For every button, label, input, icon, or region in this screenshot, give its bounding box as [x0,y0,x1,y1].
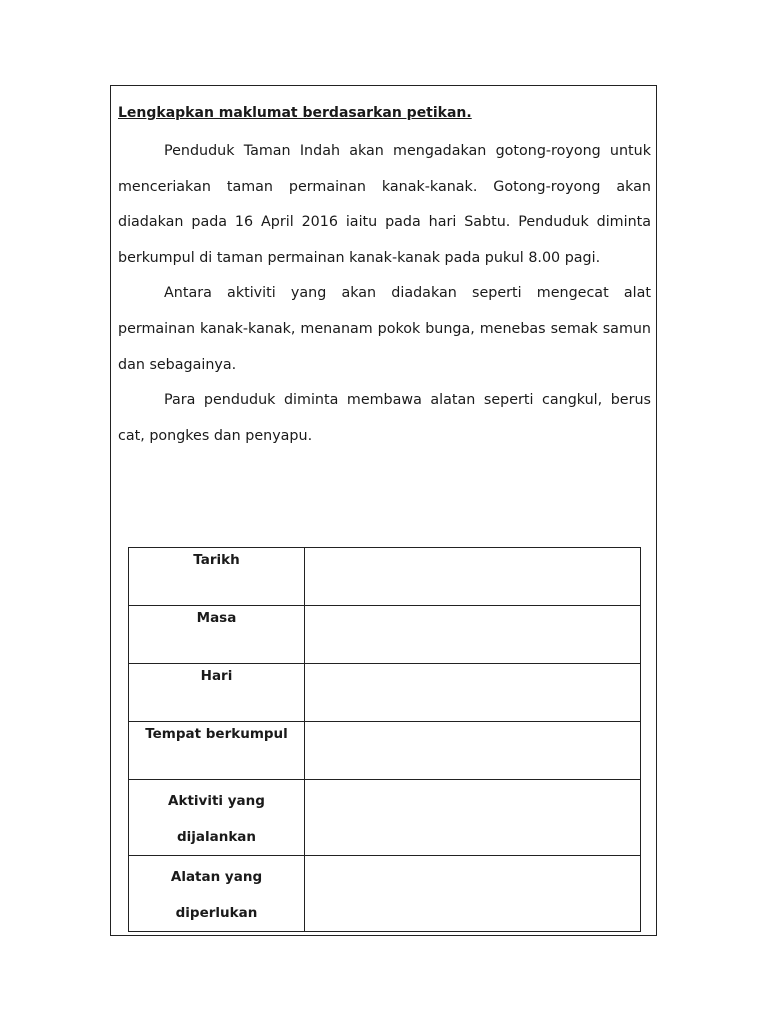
passage-paragraph-1: Penduduk Taman Indah akan mengadakan gotong-royong untuk menceriakan taman permainan kanak-kanak. Gotong-royong akan diadakan pada 16 April 2016 iaitu pada hari Sabtu. Penduduk diminta berkumpul di taman permainan kanak-kanak pada pukul 8.00 pagi. [118,143,651,266]
table-row-tempat [129,722,641,780]
row-label-aktiviti-line-2: dijalankan [176,829,257,845]
worksheet-frame [110,85,657,936]
row-label-masa: Masa [129,606,305,664]
passage [118,134,651,454]
answer-cell-tarikh[interactable] [305,548,641,606]
row-label-aktiviti-line-1: Aktiviti yang [168,793,265,809]
table-row-hari [129,664,641,722]
table-row-masa [129,606,641,664]
answer-cell-masa[interactable] [305,606,641,664]
answer-cell-alatan[interactable] [305,856,641,932]
row-label-hari: Hari [129,664,305,722]
row-label-aktiviti [129,780,305,856]
row-label-alatan-line-2: diperlukan [175,905,258,921]
passage-paragraph-3: Para penduduk diminta membawa alatan seperti cangkul, berus cat, pongkes dan penyapu. [118,392,651,444]
row-label-tarikh: Tarikh [129,548,305,606]
row-label-alatan-line-1: Alatan yang [170,869,263,885]
answer-cell-hari[interactable] [305,664,641,722]
passage-paragraph-2: Antara aktiviti yang akan diadakan seperti mengecat alat permainan kanak-kanak, menanam pokok bunga, menebas semak samun dan sebagainya. [118,285,651,373]
answer-cell-tempat[interactable] [305,722,641,780]
instruction-heading: Lengkapkan maklumat berdasarkan petikan. [118,105,472,121]
table-row-aktiviti [129,780,641,856]
answer-cell-aktiviti[interactable] [305,780,641,856]
row-label-tempat: Tempat berkumpul [129,722,305,780]
row-label-alatan [129,856,305,932]
table-row-tarikh [129,548,641,606]
table-row-alatan [129,856,641,932]
answer-table [128,547,641,932]
